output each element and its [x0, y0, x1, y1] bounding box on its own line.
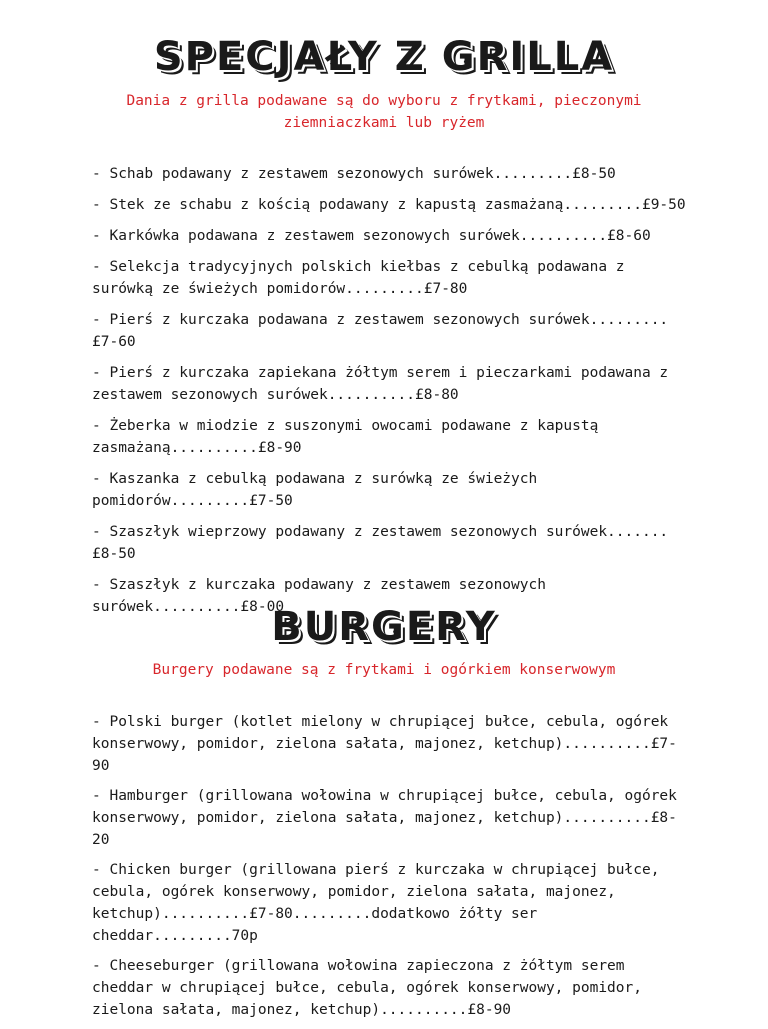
menu-item: - Stek ze schabu z kością podawany z kapustą zasmażaną.........£9-50 [92, 197, 686, 213]
menu-item: - Żeberka w miodzie z suszonymi owocami podawane z kapustą zasmażaną..........£8-90 [92, 418, 599, 456]
grill-section-subtitle: Dania z grilla podawane są do wyboru z frytkami, pieczonymi ziemniaczkami lub ryżem [126, 93, 642, 131]
menu-item: - Chicken burger (grillowana pierś z kurczaka w chrupiącej bułce, cebula, ogórek konserwowy, pomidor, zielona sałata, majonez, ketchup)..........£7-80.........dodatkowo żółty ser cheddar.........70p [92, 862, 660, 944]
menu-item: - Cheeseburger (grillowana wołowina zapieczona z żółtym serem cheddar w chrupiącej bułce, cebula, ogórek konserwowy, pomidor, zielona sałata, majonez, ketchup)..........£8-90 [92, 958, 642, 1018]
menu-item: - Szaszłyk z kurczaka podawany z zestawem sezonowych surówek..........£8-00 [92, 577, 546, 615]
burger-section-title: BURGERY [271, 604, 497, 650]
grill-items-list [92, 163, 692, 627]
menu-item: - Pierś z kurczaka zapiekana żółtym serem i pieczarkami podawana z zestawem sezonowych surówek..........£8-80 [92, 365, 669, 403]
menu-item: - Schab podawany z zestawem sezonowych surówek.........£8-50 [92, 166, 616, 182]
menu-item: - Szaszłyk wieprzowy podawany z zestawem sezonowych surówek.......£8-50 [92, 524, 669, 562]
burger-section-subtitle: Burgery podawane są z frytkami i ogórkiem konserwowym [152, 662, 616, 678]
menu-item: - Polski burger (kotlet mielony w chrupiącej bułce, cebula, ogórek konserwowy, pomidor, zielona sałata, majonez, ketchup)..........£7-90 [92, 714, 677, 774]
grill-section-title: SPECJAŁY Z GRILLA [153, 34, 615, 80]
menu-item: - Pierś z kurczaka podawana z zestawem sezonowych surówek.........£7-60 [92, 312, 669, 350]
menu-item: - Hamburger (grillowana wołowina w chrupiącej bułce, cebula, ogórek konserwowy, pomidor, zielona sałata, majonez, ketchup)..........£8-20 [92, 788, 677, 848]
menu-item: - Selekcja tradycyjnych polskich kiełbas z cebulką podawana z surówką ze świeżych pomidorów.........£7-80 [92, 259, 625, 297]
burger-items-list [92, 711, 692, 1029]
menu-item: - Karkówka podawana z zestawem sezonowych surówek..........£8-60 [92, 228, 651, 244]
menu-item: - Kaszanka z cebulką podawana z surówką ze świeżych pomidorów.........£7-50 [92, 471, 538, 509]
